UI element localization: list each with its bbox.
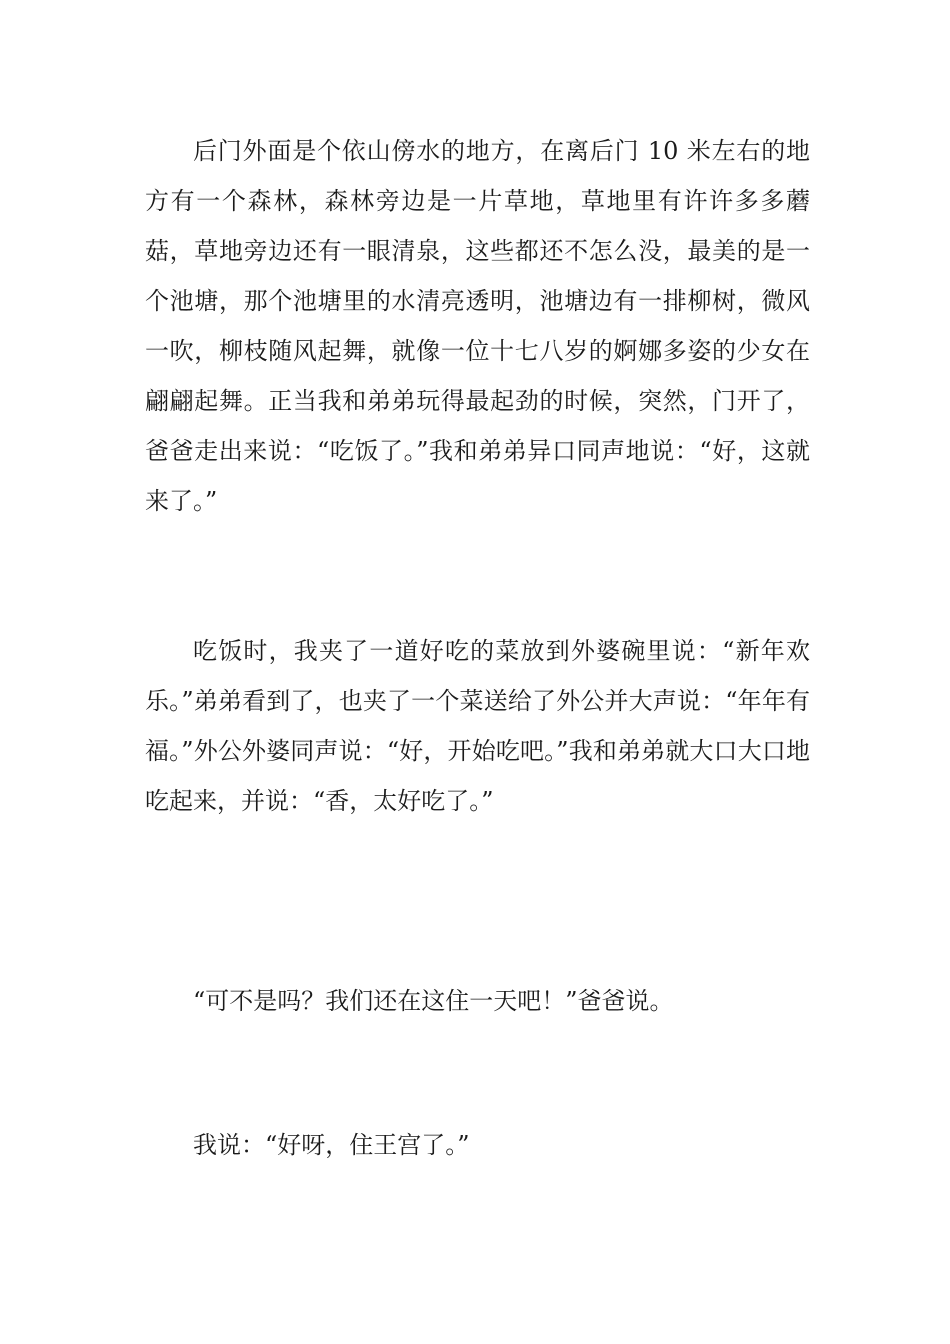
paragraph-my-reply: 我说：“好呀，住王宫了。” <box>193 1131 470 1159</box>
paragraph-father-speech: “可不是吗？我们还在这住一天吧！”爸爸说。 <box>193 987 674 1015</box>
paragraph-backyard-scenery: 后门外面是个依山傍水的地方，在离后门 10 米左右的地方有一个森林，森林旁边是一片草地，草地里有许许多多蘑菇，草地旁边还有一眼清泉，这些都还不怎么没，最美的是一个池塘，那个池塘里的水清亮透明，池塘边有一排柳树，微风一吹，柳枝随风起舞，就像一位十七八岁的婀娜多姿的少女在翩翩起舞。正当我和弟弟玩得最起劲的时候，突然，门开了，爸爸走出来说：“吃饭了。”我和弟弟异口同声地说：“好，这就来了。” <box>145 137 810 515</box>
paragraph-dinner: 吃饭时，我夹了一道好吃的菜放到外婆碗里说：“新年欢乐。”弟弟看到了，也夹了一个菜送给了外公并大声说：“年年有福。”外公外婆同声说：“好，开始吃吧。”我和弟弟就大口大口地吃起来，并说：“香，太好吃了。” <box>145 637 810 815</box>
